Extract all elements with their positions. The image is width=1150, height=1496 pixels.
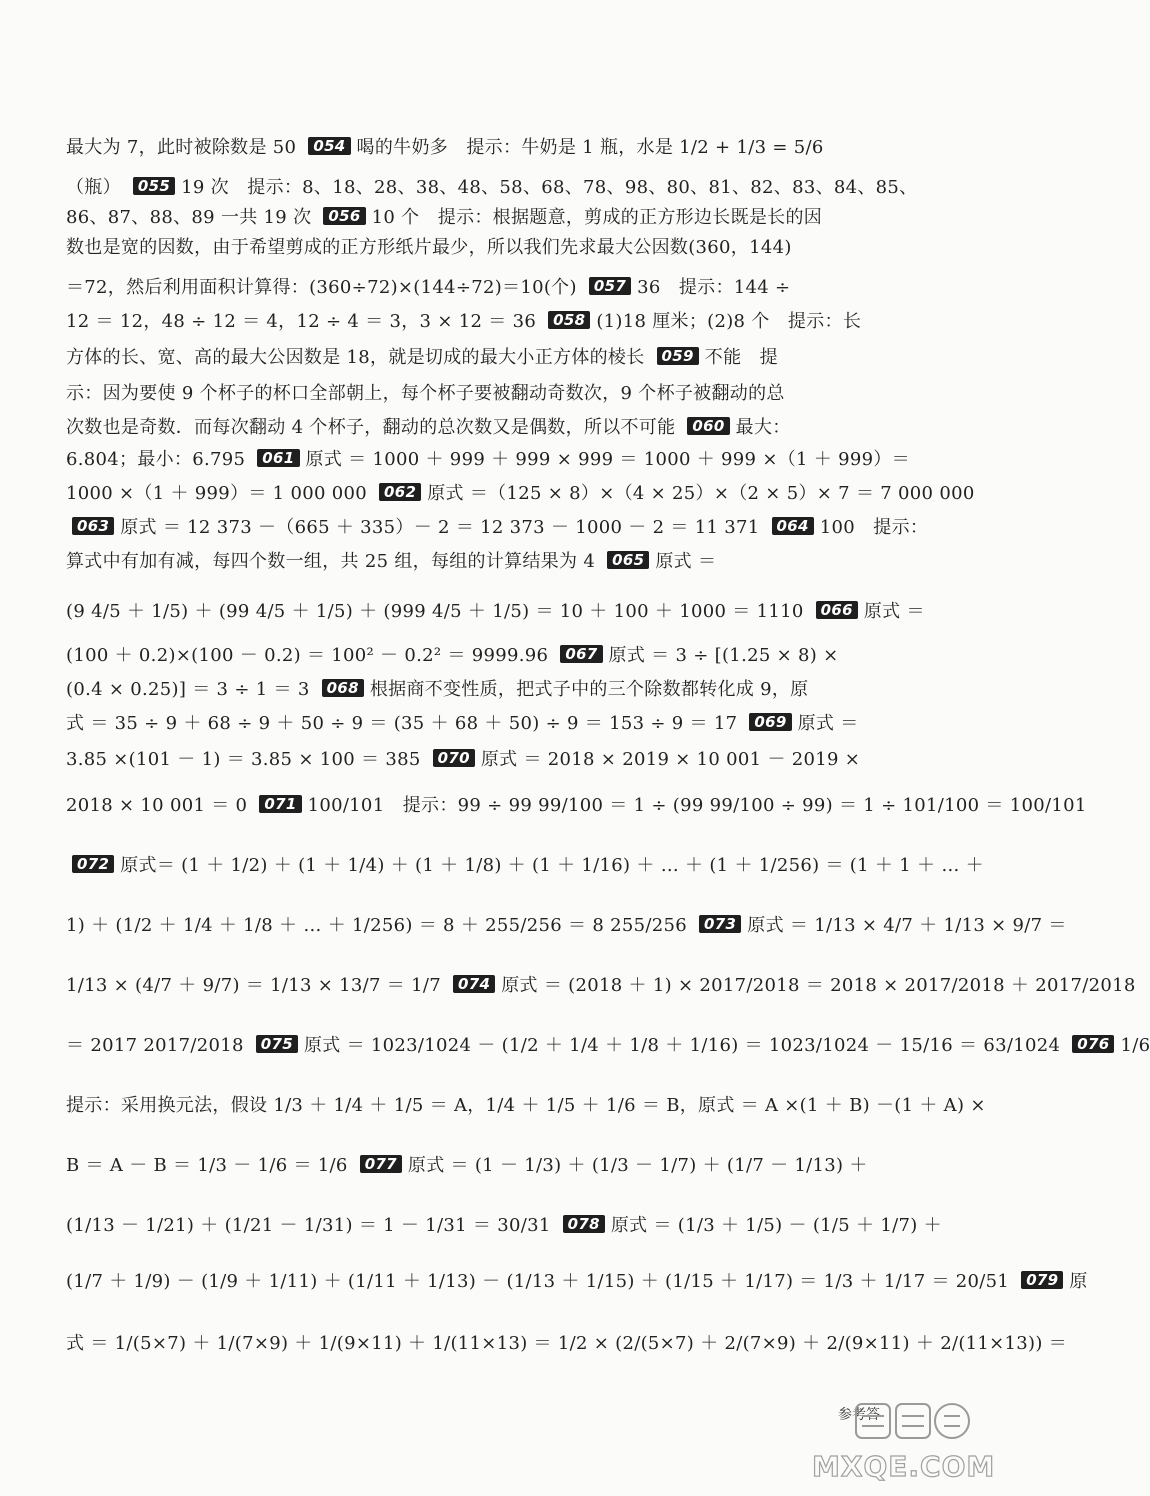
problem-number-badge: 076	[1072, 1035, 1114, 1053]
text-line	[66, 846, 984, 886]
answer-text: 原	[1069, 1271, 1088, 1292]
problem-number-badge: 075	[256, 1035, 298, 1053]
answer-text: 86、87、88、89 一共 19 次	[66, 207, 318, 228]
problem-number-badge: 057	[589, 277, 631, 295]
text-line	[66, 786, 1087, 826]
answer-text: 10 个 提示：根据题意，剪成的正方形边长既是长的因	[371, 207, 823, 228]
answer-text: 最大：	[735, 417, 791, 438]
text-line	[66, 338, 942, 378]
answer-text: 原式 ＝ 3 ÷ [(1.25 × 8) ×	[608, 645, 839, 666]
problem-number-badge: 061	[257, 449, 299, 467]
problem-number-badge: 056	[323, 207, 365, 225]
problem-number-badge: 078	[563, 1215, 605, 1233]
answer-text: 原式 ＝ (2018 ＋ 1) × 2017/2018 ＝ 2018 × 2017/2018 ＋ 2017/2018	[501, 975, 1136, 996]
problem-number-badge: 074	[453, 975, 495, 993]
answer-text: (1/7 ＋ 1/9) － (1/9 ＋ 1/11) ＋ (1/11 ＋ 1/13) － (1/13 ＋ 1/15) ＋ (1/15 ＋ 1/17) ＝ 1/3 ＋ 1/17 ＝ 20/51	[66, 1271, 1016, 1292]
answer-text: 原式 ＝ (1 － 1/3) ＋ (1/3 － 1/7) ＋ (1/7 － 1/13) ＋	[407, 1155, 868, 1176]
text-line	[66, 592, 942, 632]
answer-text: 1) ＋ (1/2 ＋ 1/4 ＋ 1/8 ＋ … ＋ 1/256) ＝ 8 ＋ 255/256 ＝ 8 255/256	[66, 915, 694, 936]
answer-text: 示：因为要使 9 个杯子的杯口全部朝上，每个杯子要被翻动奇数次，9 个杯子被翻动的总	[66, 383, 785, 404]
answer-text: 原式＝ (1 ＋ 1/2) ＋ (1 ＋ 1/4) ＋ (1 ＋ 1/8) ＋ (1 ＋ 1/16) ＋ … ＋ (1 ＋ 1/256) ＝ (1 ＋ 1 ＋ … ＋	[120, 855, 984, 876]
problem-number-badge: 072	[72, 855, 114, 873]
answer-text: 原式 ＝	[655, 551, 717, 572]
answer-text: 1/6	[1120, 1035, 1150, 1056]
problem-number-badge: 065	[607, 551, 649, 569]
answer-text: (0.4 × 0.25)] ＝ 3 ÷ 1 ＝ 3	[66, 679, 316, 700]
text-line	[66, 1086, 986, 1126]
answer-text: (1)18 厘米；(2)8 个 提示：长	[596, 311, 862, 332]
page-footer-label: 参考答	[838, 1407, 880, 1423]
text-line	[66, 1262, 1088, 1302]
answer-text: B ＝ A － B ＝ 1/3 － 1/6 ＝ 1/6	[66, 1155, 354, 1176]
answer-text: 方体的长、宽、高的最大公因数是 18，就是切成的最大小正方体的棱长	[66, 347, 651, 368]
text-line	[66, 966, 1136, 1006]
answer-text: 100/101 提示：99 ÷ 99 99/100 ＝ 1 ÷ (99 99/100 ÷ 99) ＝ 1 ÷ 101/100 ＝ 100/101	[307, 795, 1087, 816]
problem-number-badge: 059	[657, 347, 699, 365]
text-line	[66, 542, 942, 582]
answer-text: 原式 ＝	[863, 601, 925, 622]
answer-text: 6.804；最小：6.795	[66, 449, 252, 470]
problem-number-badge: 058	[548, 311, 590, 329]
problem-number-badge: 066	[816, 601, 858, 619]
answer-text: 提示：采用换元法，假设 1/3 ＋ 1/4 ＋ 1/5 ＝ A，1/4 ＋ 1/5 ＋ 1/6 ＝ B，原式 ＝ A ×(1 ＋ B) －(1 ＋ A) ×	[66, 1095, 986, 1116]
answer-text: 原式 ＝ 1000 ＋ 999 ＋ 999 × 999 ＝ 1000 ＋ 999 ×（1 ＋ 999）＝	[305, 449, 910, 470]
text-line	[66, 740, 942, 780]
answer-text: 次数也是奇数．而每次翻动 4 个杯子，翻动的总次数又是偶数，所以不可能	[66, 417, 682, 438]
answer-text: 数也是宽的因数，由于希望剪成的正方形纸片最少，所以我们先求最大公因数(360，144)	[66, 237, 792, 258]
answer-text: 最大为 7，此时被除数是 50	[66, 137, 303, 158]
answer-text: 2018 × 10 001 ＝ 0	[66, 795, 254, 816]
answer-text: 原式 ＝ 2018 × 2019 × 10 001 － 2019 ×	[480, 749, 861, 770]
answer-text: 12 ＝ 12，48 ÷ 12 ＝ 4，12 ÷ 4 ＝ 3，3 × 12 ＝ 36	[66, 311, 543, 332]
answer-text: 根据商不变性质，把式子中的三个除数都转化成 9，原	[369, 679, 809, 700]
watermark-url: MXQE.COM	[812, 1450, 996, 1483]
answer-text: 1/13 × (4/7 ＋ 9/7) ＝ 1/13 × 13/7 ＝ 1/7	[66, 975, 448, 996]
answer-text: 原式 ＝ (1/3 ＋ 1/5) － (1/5 ＋ 1/7) ＋	[610, 1215, 942, 1236]
answer-text: (1/13 － 1/21) ＋ (1/21 － 1/31) ＝ 1 － 1/31 ＝ 30/31	[66, 1215, 557, 1236]
problem-number-badge: 063	[72, 517, 114, 535]
problem-number-badge: 068	[322, 679, 364, 697]
text-line	[66, 906, 1067, 946]
text-line	[66, 1146, 942, 1186]
text-line	[66, 1026, 1150, 1066]
problem-number-badge: 064	[772, 517, 814, 535]
answer-text: 不能 提	[704, 347, 778, 368]
text-line	[66, 1324, 1068, 1364]
answer-text: 原式 ＝ 1/13 × 4/7 ＋ 1/13 × 9/7 ＝	[747, 915, 1067, 936]
answer-text: 算式中有加有减，每四个数一组，共 25 组，每组的计算结果为 4	[66, 551, 602, 572]
answer-text: 100 提示：	[819, 517, 929, 538]
text-line	[66, 128, 942, 168]
answer-text: 1000 ×（1 ＋ 999）＝ 1 000 000	[66, 483, 374, 504]
problem-number-badge: 055	[133, 177, 175, 195]
answer-text: 3.85 ×(101 － 1) ＝ 3.85 × 100 ＝ 385	[66, 749, 427, 770]
text-line	[66, 228, 942, 268]
text-line	[66, 302, 942, 342]
answer-text: 原式 ＝（125 × 8）×（4 × 25）×（2 × 5）× 7 ＝ 7 000 000	[427, 483, 975, 504]
answer-text: 式 ＝ 1/(5×7) ＋ 1/(7×9) ＋ 1/(9×11) ＋ 1/(11×13) ＝ 1/2 × (2/(5×7) ＋ 2/(7×9) ＋ 2/(9×11) ＋ 2/(11×13)) ＝	[66, 1333, 1068, 1354]
answer-text: 式 ＝ 35 ÷ 9 ＋ 68 ÷ 9 ＋ 50 ÷ 9 ＝ (35 ＋ 68 ＋ 50) ÷ 9 ＝ 153 ÷ 9 ＝ 17	[66, 713, 744, 734]
answer-text: （瓶）	[66, 177, 127, 198]
problem-number-badge: 060	[687, 417, 729, 435]
answer-text: 原式 ＝ 1023/1024 － (1/2 ＋ 1/4 ＋ 1/8 ＋ 1/16) ＝ 1023/1024 － 15/16 ＝ 63/1024	[303, 1035, 1067, 1056]
problem-number-badge: 054	[308, 137, 350, 155]
answer-text: 36 提示：144 ÷	[637, 277, 791, 298]
answer-text: 原式 ＝ 12 373 －（665 ＋ 335）－ 2 ＝ 12 373 － 1000 － 2 ＝ 11 371	[120, 517, 766, 538]
problem-number-badge: 062	[379, 483, 421, 501]
text-line	[66, 1206, 942, 1246]
answer-text: (9 4/5 ＋ 1/5) ＋ (99 4/5 ＋ 1/5) ＋ (999 4/5 ＋ 1/5) ＝ 10 ＋ 100 ＋ 1000 ＝ 1110	[66, 601, 810, 622]
answer-text: ＝72，然后利用面积计算得：(360÷72)×(144÷72)＝10(个)	[66, 277, 583, 298]
answer-text: 原式 ＝	[797, 713, 859, 734]
problem-number-badge: 067	[560, 645, 602, 663]
problem-number-badge: 077	[360, 1155, 402, 1173]
text-line	[66, 704, 942, 744]
answer-text: (100 ＋ 0.2)×(100 － 0.2) ＝ 100² － 0.2² ＝ 9999.96	[66, 645, 555, 666]
answer-text: ＝ 2017 2017/2018	[66, 1035, 250, 1056]
problem-number-badge: 079	[1021, 1271, 1063, 1289]
problem-number-badge: 070	[433, 749, 475, 767]
watermark-logo	[852, 1398, 972, 1444]
answer-text: 19 次 提示：8、18、28、38、48、58、68、78、98、80、81、82、83、84、85、	[181, 177, 918, 198]
answer-text: 喝的牛奶多 提示：牛奶是 1 瓶，水是 1/2 + 1/3 = 5/6	[356, 137, 824, 158]
problem-number-badge: 071	[259, 795, 301, 813]
problem-number-badge: 069	[749, 713, 791, 731]
problem-number-badge: 073	[699, 915, 741, 933]
